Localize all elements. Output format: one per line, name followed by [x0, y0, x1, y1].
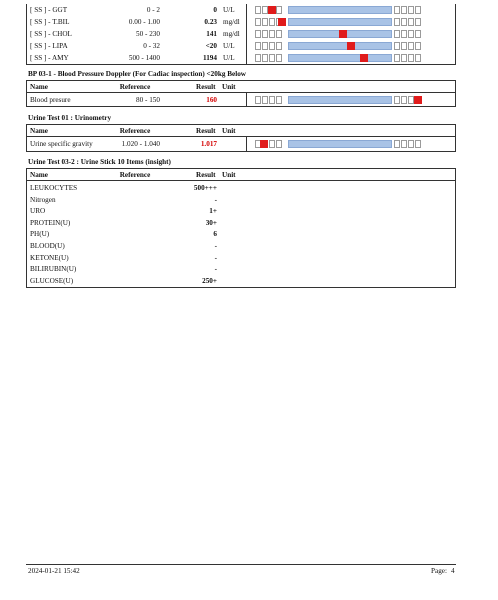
section2-divider: [246, 136, 247, 152]
bar-low-cell: [269, 140, 275, 148]
row-result: -: [214, 265, 217, 274]
row-result: 500+++: [193, 184, 217, 192]
row-name: LEUKOCYTES: [30, 184, 78, 192]
row-indicator-bar: [255, 18, 427, 27]
bar-low-cell: [255, 54, 261, 62]
section3-title: Urine Test 03-2 : Urine Stick 10 Items (insight): [28, 158, 171, 166]
row-name: PROTEIN(U): [30, 218, 71, 227]
bar-low-cell: [276, 96, 282, 104]
bar-result-marker: [278, 18, 286, 26]
row-indicator-bar: [255, 96, 427, 105]
bar-low-cell: [276, 54, 282, 62]
footer-page-number: 4: [451, 567, 455, 575]
bar-low-cell: [276, 6, 282, 14]
bar-high-cell: [394, 18, 400, 26]
bar-high-cell: [401, 18, 407, 26]
section2-header-rule: [26, 136, 456, 137]
row-name: Urine specific gravity: [30, 140, 93, 148]
section3-header-reference: Reference: [119, 171, 151, 179]
row-unit: mg/dl: [223, 18, 240, 26]
row-result: 141: [206, 30, 217, 38]
row-indicator-bar: [255, 6, 427, 15]
row-result: -: [214, 195, 217, 204]
section2-title: Urine Test 01 : Urinometry: [28, 114, 112, 122]
row-indicator-bar: [255, 54, 427, 63]
row-result: 0: [213, 6, 217, 14]
row-indicator-bar: [255, 42, 427, 51]
section1-title: BP 03-1 - Blood Pressure Doppler (For Cadiac inspection) <20kg Below: [28, 70, 246, 78]
bar-high-cell: [415, 42, 421, 50]
bar-result-marker: [347, 42, 355, 50]
bar-result-marker: [268, 6, 276, 14]
bar-high-cell: [394, 54, 400, 62]
row-result: 1+: [209, 207, 217, 216]
section3-table: [26, 168, 456, 288]
bar-normal-band: [288, 96, 392, 104]
bar-high-cell: [408, 30, 414, 38]
bar-normal-band: [288, 140, 392, 148]
row-name: PH(U): [30, 230, 50, 239]
row-result: 30+: [205, 218, 217, 227]
footer-timestamp: 2024-01-21 15:42: [28, 567, 80, 575]
bar-result-marker: [360, 54, 368, 62]
row-reference: 0.00 - 1.00: [128, 18, 160, 26]
bar-high-cell: [401, 30, 407, 38]
bar-low-cell: [276, 140, 282, 148]
row-name: [ SS ] - CHOL: [30, 30, 72, 38]
bar-high-cell: [408, 18, 414, 26]
row-unit: U/L: [223, 42, 235, 50]
bar-normal-band: [288, 54, 392, 62]
bar-result-marker: [414, 96, 422, 104]
bar-low-cell: [255, 18, 261, 26]
footer-rule: [26, 564, 456, 565]
bar-low-cell: [276, 42, 282, 50]
bar-high-cell: [401, 6, 407, 14]
bar-low-cell: [255, 6, 261, 14]
bar-high-cell: [394, 30, 400, 38]
bar-high-cell: [415, 18, 421, 26]
row-name: [ SS ] - T.BIL: [30, 18, 70, 26]
section3-header-rule: [26, 180, 456, 181]
bar-low-cell: [269, 18, 275, 26]
row-indicator-bar: [255, 30, 427, 39]
bar-high-cell: [394, 96, 400, 104]
bar-high-cell: [415, 30, 421, 38]
row-result: 1.017: [200, 140, 217, 148]
row-reference: 50 - 230: [136, 30, 160, 38]
row-unit: U/L: [223, 6, 235, 14]
section2-header-result: Result: [196, 127, 216, 135]
section1-header-rule: [26, 92, 456, 93]
row-name: [ SS ] - LIPA: [30, 42, 68, 50]
row-result: 160: [206, 96, 217, 104]
section3-header-name: Name: [30, 171, 48, 179]
row-unit: U/L: [223, 54, 235, 62]
bar-high-cell: [408, 6, 414, 14]
bar-low-cell: [269, 42, 275, 50]
section2-header-name: Name: [30, 127, 48, 135]
section2-header-reference: Reference: [119, 127, 151, 135]
row-result: -: [214, 253, 217, 262]
section3-header-unit: Unit: [222, 171, 236, 179]
row-result: 0.23: [204, 18, 217, 26]
row-name: KETONE(U): [30, 253, 69, 262]
row-reference: 1.020 - 1.040: [121, 140, 160, 148]
row-reference: 80 - 150: [136, 96, 160, 104]
bar-low-cell: [255, 96, 261, 104]
row-name: URO: [30, 207, 46, 216]
row-name: [ SS ] - GGT: [30, 6, 68, 14]
bar-high-cell: [408, 140, 414, 148]
bar-result-marker: [339, 30, 347, 38]
section1-header-unit: Unit: [222, 83, 236, 91]
row-name: GLUCOSE(U): [30, 276, 74, 285]
row-indicator-bar: [255, 140, 427, 149]
row-result: 250+: [202, 276, 217, 285]
row-reference: 0 - 2: [146, 6, 160, 14]
bar-normal-band: [288, 6, 392, 14]
bar-high-cell: [408, 54, 414, 62]
bar-normal-band: [288, 18, 392, 26]
bar-low-cell: [262, 18, 268, 26]
bar-high-cell: [401, 140, 407, 148]
section3-header-result: Result: [196, 171, 216, 179]
bar-low-cell: [276, 30, 282, 38]
bar-result-marker: [260, 140, 268, 148]
section1-header-result: Result: [196, 83, 216, 91]
bar-high-cell: [401, 54, 407, 62]
bar-low-cell: [262, 42, 268, 50]
bar-high-cell: [394, 140, 400, 148]
bar-high-cell: [415, 140, 421, 148]
section0-divider: [246, 4, 247, 65]
row-name: [ SS ] - AMY: [30, 54, 69, 62]
bar-low-cell: [255, 30, 261, 38]
section1-divider: [246, 92, 247, 107]
row-name: Nitrogen: [30, 195, 56, 204]
bar-high-cell: [394, 6, 400, 14]
section2-header-unit: Unit: [222, 127, 236, 135]
bar-low-cell: [269, 96, 275, 104]
row-name: BLOOD(U): [30, 242, 65, 250]
row-name: BILIRUBIN(U): [30, 265, 77, 274]
bar-high-cell: [394, 42, 400, 50]
bar-high-cell: [401, 42, 407, 50]
bar-high-cell: [408, 42, 414, 50]
bar-normal-band: [288, 42, 392, 50]
row-result: 6: [213, 230, 217, 239]
row-reference: 0 - 32: [143, 42, 160, 50]
row-result: <20: [205, 42, 217, 50]
bar-high-cell: [415, 6, 421, 14]
row-reference: 500 - 1400: [128, 54, 160, 62]
bar-low-cell: [262, 96, 268, 104]
bar-high-cell: [415, 54, 421, 62]
bar-low-cell: [262, 54, 268, 62]
row-unit: mg/dl: [223, 30, 240, 38]
section1-header-name: Name: [30, 83, 48, 91]
bar-low-cell: [255, 42, 261, 50]
bar-low-cell: [262, 30, 268, 38]
row-result: 1194: [203, 54, 217, 62]
bar-high-cell: [401, 96, 407, 104]
row-result: -: [214, 242, 217, 250]
footer-page-label: Page:: [431, 567, 447, 575]
row-name: Blood presure: [30, 96, 71, 104]
bar-low-cell: [269, 54, 275, 62]
bar-low-cell: [269, 30, 275, 38]
section1-header-reference: Reference: [119, 83, 151, 91]
